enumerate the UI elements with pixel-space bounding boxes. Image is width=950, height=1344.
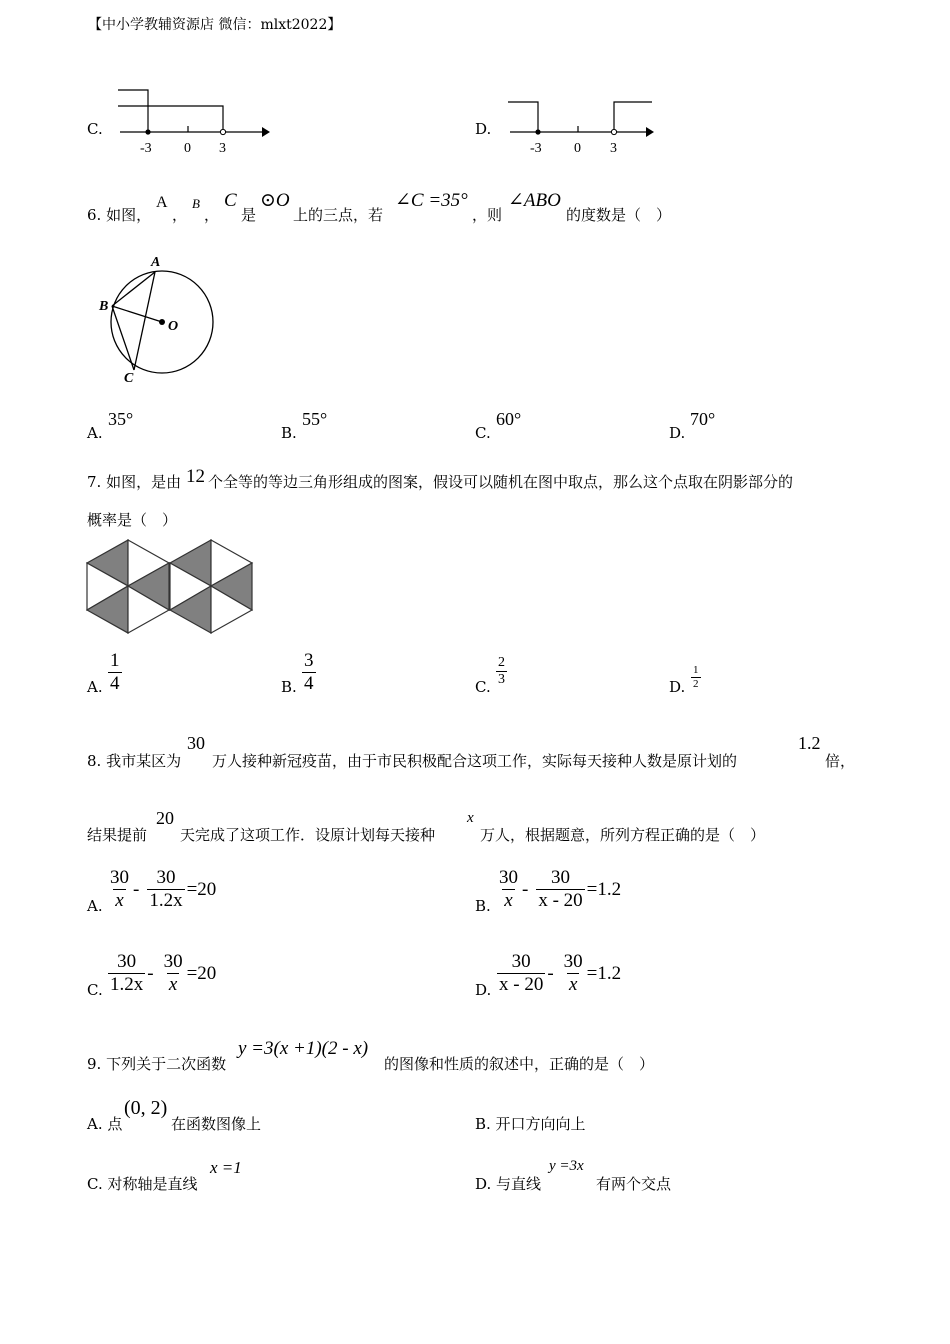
denominator: 1.2x [110, 974, 144, 995]
q9-option-d-label: D. 与直线 [475, 1175, 542, 1193]
q6-option-b-label: B. [281, 424, 297, 442]
numerator: 30 [156, 867, 176, 888]
fig-label-o: O [168, 319, 179, 334]
denominator: x - 20 [499, 974, 544, 995]
tick-label: 0 [574, 141, 581, 156]
numerator: 1 [110, 650, 120, 671]
q7-option-c-fraction [494, 655, 509, 688]
q6-on: 上的三点，若 [293, 206, 384, 224]
q6-circle-o: ⊙O [260, 190, 290, 211]
denominator: x [504, 890, 513, 911]
q8-option-c-equation [106, 951, 216, 996]
q9-option-a-label: A. 点 [87, 1115, 123, 1133]
denominator: 4 [110, 673, 120, 694]
q8-line2-b: 天完成了这项工作．设原计划每天接种 [180, 826, 436, 844]
q6-option-c-value: 60° [496, 409, 522, 429]
q6-option-a-label: A. [87, 424, 103, 442]
denominator: x - 20 [538, 890, 583, 911]
q7-option-a-fraction [106, 650, 124, 695]
minus-sign: - [547, 962, 554, 984]
numerator: 30 [117, 951, 137, 972]
q8-line2-c: 万人，根据题意，所列方程正确的是（ ） [480, 826, 766, 844]
q6-option-b-value: 55° [302, 409, 328, 429]
numerator: 2 [498, 655, 505, 670]
numerator: 1 [693, 664, 699, 676]
q8-option-d-label: D. [475, 981, 492, 999]
q7-option-b-fraction [300, 650, 318, 695]
q9-stem-b: 的图像和性质的叙述中，正确的是（ ） [384, 1055, 655, 1073]
q7-number: 12 [186, 466, 205, 487]
numerator: 30 [110, 867, 129, 888]
q6-then: ，则 [472, 206, 503, 224]
q9-option-d-tail: 有两个交点 [596, 1175, 672, 1193]
q9-option-d-equation: y =3x [549, 1158, 584, 1174]
tick-label: 0 [184, 141, 191, 156]
q8-option-c-label: C. [87, 981, 103, 999]
numerator: 30 [511, 951, 531, 972]
q6-option-d-label: D. [669, 424, 686, 442]
q9-option-b: B. 开口方向向上 [475, 1115, 586, 1133]
q6-option-d-value: 70° [690, 409, 716, 429]
q6-comma: ， [172, 206, 188, 224]
fig-label-a: A [151, 255, 161, 270]
q6-option-c-label: C. [475, 424, 491, 442]
rhs: =1.2 [586, 962, 622, 984]
q8-line1-b: 万人接种新冠疫苗，由于市民积极配合这项工作，实际每天接种人数是原计划的 [212, 752, 738, 770]
tick-label: -3 [140, 141, 152, 156]
tick-label: -3 [530, 141, 542, 156]
q5-option-d-label: D. [475, 120, 492, 138]
q8-option-a-equation [106, 867, 216, 912]
q7-option-d-fraction [689, 664, 703, 691]
q9-stem-a: 9. 下列关于二次函数 [87, 1055, 227, 1073]
q7-option-d-label: D. [669, 678, 686, 696]
page-header: 【中小学教辅资源店 微信：mlxt2022】 [88, 17, 342, 33]
q8-option-d-equation [495, 951, 621, 996]
q6-circle-figure [96, 252, 226, 388]
numerator: 30 [499, 867, 518, 888]
denominator: 3 [498, 672, 505, 687]
q8-option-b-equation [495, 867, 621, 912]
rhs: =1.2 [586, 878, 622, 900]
q8-number-20: 20 [156, 808, 174, 828]
fig-label-c: C [124, 371, 134, 386]
q8-line1-a: 8. 我市某区为 [87, 752, 182, 770]
denominator: 4 [304, 673, 314, 694]
tick-label: 3 [610, 141, 617, 156]
q8-var-x: x [467, 810, 474, 826]
q6-condition: ∠C =35° [395, 190, 468, 211]
tick-label: 3 [219, 141, 226, 156]
q8-option-a-label: A. [87, 897, 103, 915]
denominator: 2 [693, 678, 699, 690]
q8-number-30: 30 [187, 733, 205, 753]
q7-line1-a: 7. 如图，是由 [87, 473, 182, 491]
denominator: x [568, 974, 578, 995]
q6-comma: ， [204, 206, 220, 224]
minus-sign: - [522, 878, 529, 900]
denominator: x [168, 974, 178, 995]
q5-option-c-numberline [112, 84, 272, 158]
q7-line2: 概率是（ ） [87, 511, 178, 529]
q7-triangle-pattern [86, 538, 254, 636]
q6-point-c: C [224, 190, 237, 211]
q6-prefix: 6. 如图， [87, 206, 152, 224]
q7-option-b-label: B. [281, 678, 297, 696]
q6-suffix: 的度数是（ ） [566, 206, 672, 224]
q6-point-b: B [192, 196, 200, 211]
q6-angle-abo: ∠ABO [508, 190, 561, 211]
denominator: x [115, 890, 124, 911]
rhs: =20 [186, 962, 217, 984]
q9-option-c-equation: x =1 [210, 1158, 242, 1177]
denominator: 1.2x [149, 890, 183, 911]
q6-option-a-value: 35° [108, 409, 134, 429]
numerator: 30 [550, 867, 570, 888]
q6-point-a: A [156, 194, 168, 211]
q8-number-1-2: 1.2 [798, 733, 821, 753]
q9-option-a-point: (0, 2) [124, 1097, 168, 1119]
q9-option-a-tail: 在函数图像上 [171, 1115, 262, 1133]
minus-sign: - [147, 962, 154, 984]
q8-option-b-label: B. [475, 897, 491, 915]
q6-stem [87, 204, 151, 225]
q5-option-d-numberline [502, 84, 662, 158]
q7-option-c-label: C. [475, 678, 491, 696]
numerator: 30 [563, 951, 583, 972]
q7-line1-b: 个全等的等边三角形组成的图案，假设可以随机在图中取点，那么这个点取在阴影部分的 [208, 473, 794, 491]
numerator: 30 [163, 951, 183, 972]
minus-sign: - [133, 878, 140, 900]
numerator: 3 [304, 650, 314, 671]
q9-function: y =3(x +1)(2 - x) [238, 1038, 369, 1059]
q9-option-c-label: C. 对称轴是直线 [87, 1175, 198, 1193]
fig-label-b: B [99, 299, 109, 314]
rhs: =20 [186, 878, 217, 900]
q7-option-a-label: A. [87, 678, 103, 696]
q8-line1-c: 倍， [825, 752, 856, 770]
q5-option-c-label: C. [87, 120, 103, 138]
q8-line2-a: 结果提前 [87, 826, 148, 844]
q6-is: 是 [241, 206, 257, 224]
